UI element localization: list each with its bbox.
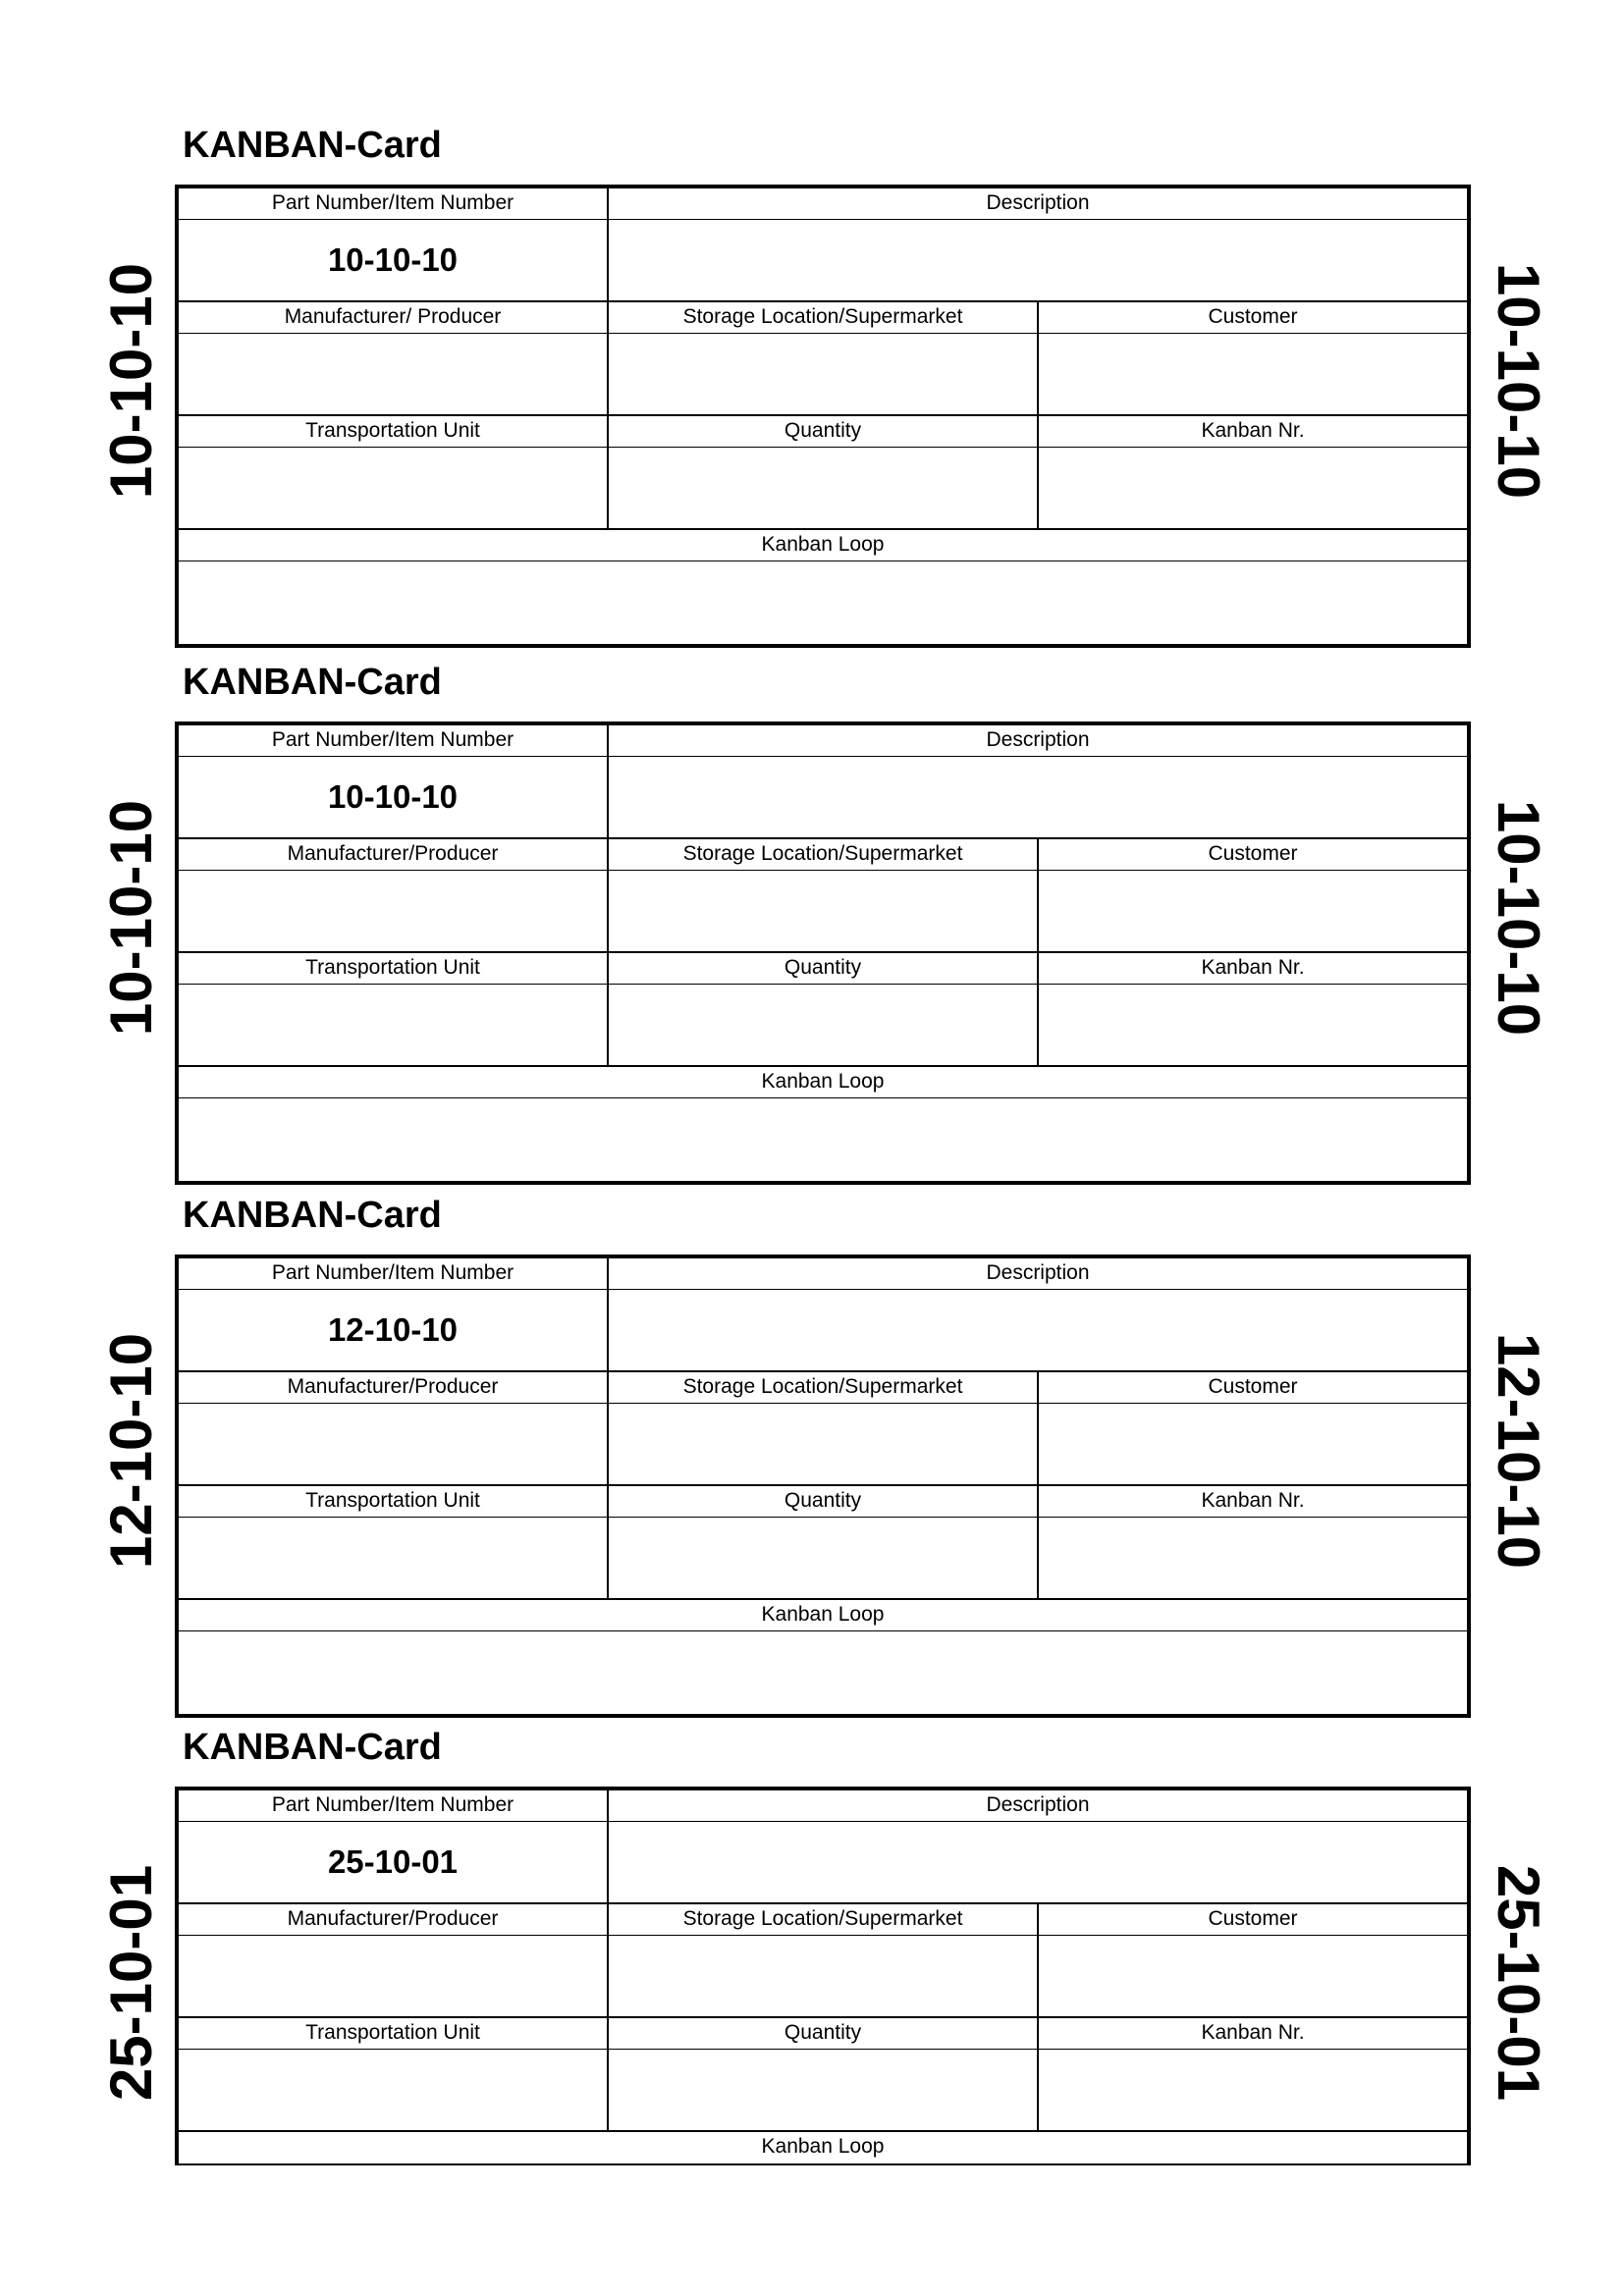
manufacturer-label: Manufacturer/Producer [179,1904,609,1935]
storage-location-field[interactable] [609,334,1039,414]
kanban-loop-label: Kanban Loop [761,533,885,556]
value-row [179,220,1467,302]
transportation-unit-field[interactable] [179,2050,609,2130]
kanban-nr-field[interactable] [1039,985,1467,1065]
storage-location-field[interactable] [609,871,1039,951]
part-number-field[interactable] [179,220,609,300]
side-code-left: 10-10-10 [98,799,164,1037]
description-field[interactable] [609,220,1467,300]
card-title: KANBAN-Card [183,1195,442,1236]
card-title: KANBAN-Card [183,125,442,166]
customer-label: Customer [1208,1375,1298,1398]
label-row [179,1486,1467,1518]
value-row [179,561,1467,644]
card-grid [175,185,1471,648]
quantity-label: Quantity [609,953,1039,984]
part-number-label: Part Number/Item Number [179,1258,609,1289]
card-title: KANBAN-Card [183,1727,442,1768]
label-row [179,530,1467,561]
card-grid [175,721,1471,1185]
label-row [179,1600,1467,1631]
value-row [179,1631,1467,1714]
part-number-value: 25-10-01 [327,1843,459,1880]
label-row [179,416,1467,448]
kanban-nr-label: Kanban Nr. [1201,1489,1305,1512]
label-row [179,188,1467,220]
part-number-label: Part Number/Item Number [179,188,609,219]
label-row [179,953,1467,985]
customer-label: Customer [1208,842,1298,865]
customer-field[interactable] [1039,1936,1467,2016]
quantity-field[interactable] [609,985,1039,1065]
kanban-nr-field[interactable] [1039,1518,1467,1598]
quantity-label: Quantity [609,2018,1039,2049]
part-number-field[interactable] [179,757,609,837]
manufacturer-field[interactable] [179,334,609,414]
value-row [179,1936,1467,2018]
manufacturer-label: Manufacturer/Producer [179,839,609,870]
storage-location-label: Storage Location/Supermarket [609,839,1039,870]
label-row [179,1372,1467,1404]
manufacturer-field[interactable] [179,871,609,951]
kanban-nr-field[interactable] [1039,2050,1467,2130]
storage-location-label: Storage Location/Supermarket [609,302,1039,333]
value-row [179,871,1467,953]
quantity-field[interactable] [609,2050,1039,2130]
kanban-nr-label: Kanban Nr. [1201,2021,1305,2044]
transportation-unit-label: Transportation Unit [179,2018,609,2049]
manufacturer-label: Manufacturer/Producer [179,1372,609,1403]
kanban-loop-field[interactable] [179,561,1467,644]
kanban-card [0,124,1624,673]
value-row [179,985,1467,1067]
quantity-label: Quantity [609,1486,1039,1517]
transportation-unit-field[interactable] [179,985,609,1065]
description-field[interactable] [609,1290,1467,1370]
label-row [179,2018,1467,2050]
customer-field[interactable] [1039,871,1467,951]
description-label: Description [986,191,1090,214]
label-row [179,302,1467,334]
manufacturer-field[interactable] [179,1936,609,2016]
kanban-loop-field[interactable] [179,1098,1467,1181]
side-code-right: 10-10-10 [1486,262,1551,500]
description-field[interactable] [609,757,1467,837]
transportation-unit-label: Transportation Unit [179,1486,609,1517]
quantity-field[interactable] [609,448,1039,528]
value-row [179,2050,1467,2132]
storage-location-field[interactable] [609,1404,1039,1484]
value-row [179,1404,1467,1486]
card-grid [175,1255,1471,1718]
storage-location-label: Storage Location/Supermarket [609,1904,1039,1935]
quantity-label: Quantity [609,416,1039,447]
customer-label: Customer [1208,1907,1298,1930]
kanban-card [0,661,1624,1210]
part-number-label: Part Number/Item Number [179,1790,609,1821]
customer-field[interactable] [1039,334,1467,414]
part-number-value: 10-10-10 [327,778,459,815]
label-row [179,725,1467,757]
label-row [179,1904,1467,1936]
side-code-right: 10-10-10 [1486,799,1551,1037]
label-row [179,1067,1467,1098]
manufacturer-field[interactable] [179,1404,609,1484]
value-row [179,334,1467,416]
side-code-right: 12-10-10 [1486,1332,1551,1570]
kanban-loop-label: Kanban Loop [761,1070,885,1093]
card-title: KANBAN-Card [183,662,442,703]
transportation-unit-label: Transportation Unit [179,416,609,447]
label-row [179,1790,1467,1822]
value-row [179,1290,1467,1372]
quantity-field[interactable] [609,1518,1039,1598]
side-code-left: 10-10-10 [98,262,164,500]
label-row [179,839,1467,871]
side-code-left: 12-10-10 [98,1332,164,1570]
kanban-nr-label: Kanban Nr. [1201,956,1305,979]
kanban-loop-label: Kanban Loop [761,2135,885,2158]
description-field[interactable] [609,1822,1467,1902]
kanban-card [0,1194,1624,1743]
kanban-loop-label: Kanban Loop [761,1603,885,1626]
storage-location-label: Storage Location/Supermarket [609,1372,1039,1403]
kanban-nr-field[interactable] [1039,448,1467,528]
kanban-card [0,1726,1624,2275]
transportation-unit-field[interactable] [179,448,609,528]
label-row [179,1258,1467,1290]
label-row [179,2132,1467,2163]
manufacturer-label: Manufacturer/ Producer [179,302,609,333]
kanban-nr-label: Kanban Nr. [1201,419,1305,442]
description-label: Description [986,728,1090,751]
description-label: Description [986,1793,1090,1816]
value-row [179,448,1467,530]
value-row [179,757,1467,839]
part-number-value: 12-10-10 [327,1311,459,1348]
transportation-unit-label: Transportation Unit [179,953,609,984]
customer-label: Customer [1208,305,1298,328]
part-number-value: 10-10-10 [327,241,459,278]
value-row [179,1098,1467,1181]
part-number-field[interactable] [179,1290,609,1370]
part-number-field[interactable] [179,1822,609,1902]
side-code-right: 25-10-01 [1486,1864,1551,2102]
description-label: Description [986,1261,1090,1284]
value-row [179,1518,1467,1600]
part-number-label: Part Number/Item Number [179,725,609,756]
kanban-loop-field[interactable] [179,1631,1467,1714]
storage-location-field[interactable] [609,1936,1039,2016]
value-row [179,1822,1467,1904]
customer-field[interactable] [1039,1404,1467,1484]
transportation-unit-field[interactable] [179,1518,609,1598]
card-grid [175,1787,1471,2165]
side-code-left: 25-10-01 [98,1864,164,2102]
